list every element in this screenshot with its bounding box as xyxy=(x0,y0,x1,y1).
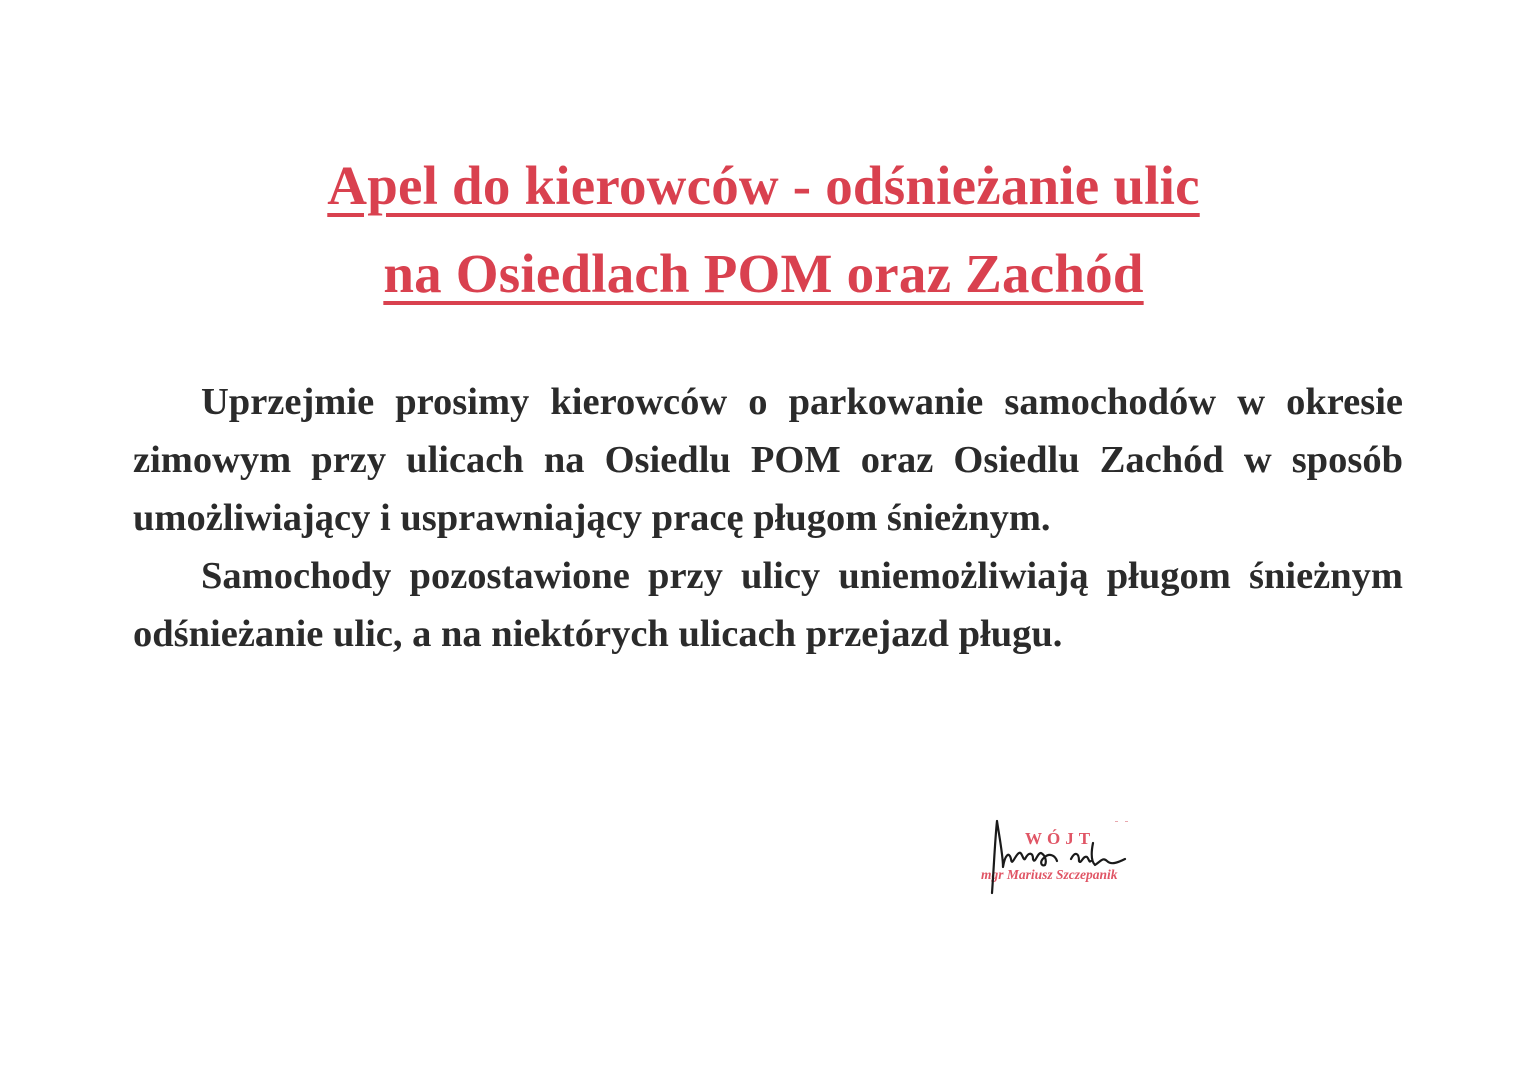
stamp-name: mgr Mariusz Szczepanik xyxy=(981,867,1118,882)
scan-speck xyxy=(1125,821,1128,822)
document-body xyxy=(133,373,1403,663)
document-title xyxy=(0,142,1527,318)
signature-stamp xyxy=(975,815,1155,905)
stamp-title: WÓJT xyxy=(1025,829,1096,848)
paragraph-1: Uprzejmie prosimy kierowców o parkowanie samochodów w okresie zimowym przy ulicach na Osiedlu POM oraz Osiedlu Zachód w sposób umożliwiający i usprawniający pracę pługom śnieżnym. xyxy=(133,381,1403,539)
title-line-1: Apel do kierowców - odśnieżanie ulic xyxy=(327,155,1200,216)
scan-speck xyxy=(1115,821,1118,822)
handwritten-signature-icon xyxy=(975,815,1155,905)
title-line-2: na Osiedlach POM oraz Zachód xyxy=(383,243,1144,304)
paragraph-2: Samochody pozostawione przy ulicy uniemożliwiają pługom śnieżnym odśnieżanie ulic, a na niektórych ulicach przejazd pługu. xyxy=(133,555,1403,655)
